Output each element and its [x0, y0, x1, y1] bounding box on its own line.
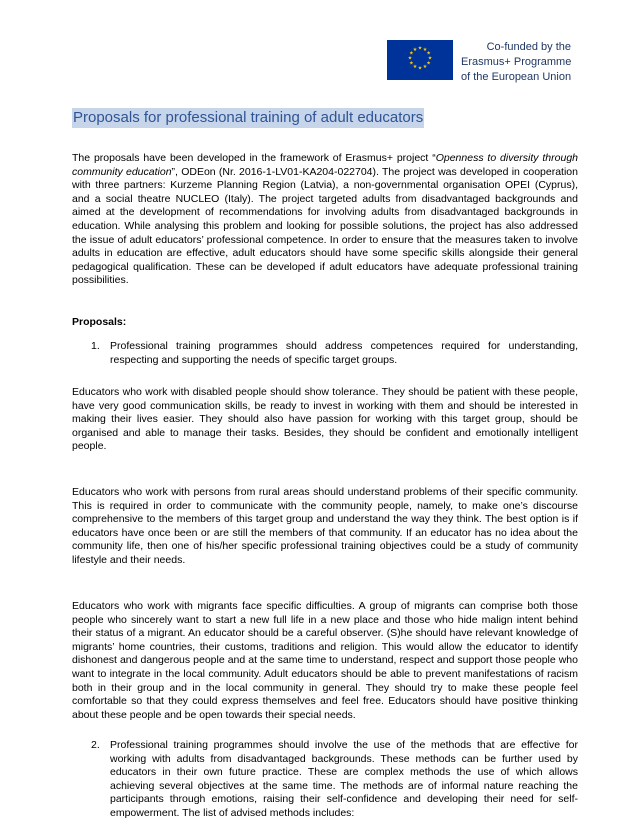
proposals-heading: Proposals:: [72, 316, 127, 328]
eu-flag-logo: [387, 40, 453, 80]
paragraph-disabled: Educators who work with disabled people should show tolerance. They should be patient with these people, have very good communication skills, be ready to invest in working with them and should be interested in making their lives easier. They should also have passion for working with this target group, should be organised and able to manage their tasks. Besides, they should be confident and emotionally intelligent people.: [72, 386, 578, 453]
paragraph-migrants: Educators who work with migrants face specific difficulties. A group of migrants can comprise both those people who sincerely want to start a new full life in a new place and those who hide malign intent behind their status of a migrant. An educator should be a careful observer. (S)he should have relevant knowledge of migrants’ home countries, their customs, traditions and religion. This would allow the educator to identify dishonest and dangerous people and at the same time to understand, respect and support those people who want to integrate in the local community. Adult educators should be able to prevent manifestations of racism both in their group and in the local community in general. They should try to make these people feel comfortable so that they could express themselves and feel free. Educators should have positive thinking about these people and be open towards their special needs.: [72, 600, 578, 721]
intro-text-1: The proposals have been developed in the framework of Erasmus+ project “: [72, 152, 436, 164]
list-number-1: 1.: [91, 340, 100, 352]
svg-text:★: ★: [427, 55, 433, 62]
svg-text:★: ★: [417, 45, 423, 52]
svg-text:★: ★: [412, 64, 418, 71]
eu-funding-text: [461, 40, 571, 85]
svg-text:★: ★: [422, 64, 428, 71]
list-item-2: Professional training programmes should involve the use of the methods that are effective for working with adults from disadvantaged backgrounds. These methods can be further used by educators in their own future practice. These are complex methods the use of which allows achieving several objectives at the same time. The methods are of informal nature reaching the participants through emotions, raising their self-confidence and developing their need for self-empowerment. The list of advised methods includes:: [110, 739, 578, 819]
eu-text-line-1: Co-funded by the: [486, 41, 571, 53]
svg-text:★: ★: [426, 60, 431, 67]
list-item-1: Professional training programmes should address competences required for understanding, respecting and supporting the needs of specific target groups.: [110, 340, 578, 366]
document-title: Proposals for professional training of adult educators: [73, 109, 424, 126]
eu-text-line-3: of the European Union: [461, 71, 572, 83]
svg-text:★: ★: [417, 65, 423, 72]
svg-text:★: ★: [409, 60, 414, 67]
svg-text:★: ★: [426, 50, 431, 57]
list-number-2: 2.: [91, 739, 100, 751]
svg-text:★: ★: [412, 46, 418, 53]
svg-text:★: ★: [422, 46, 428, 53]
eu-text-line-2: Erasmus+ Programme: [461, 56, 572, 68]
project-name: Openness to diversity through community education: [72, 152, 579, 178]
svg-text:★: ★: [407, 55, 413, 62]
eu-stars-icon: [387, 40, 453, 80]
intro-text-2: ”, ODEon (Nr. 2016-1-LV01-KA204-022704). The project was developed in cooperation with three partners: Kurzeme Planning Region (Latvia), a non-governmental organisation OPEI (Cyprus), and a social theatre NUCLEO (Italy). The project targeted adults from disadvantaged backgrounds and aimed at the development of recommendations for involving adults from disadvantaged backgrounds in education. While analysing this problem and looking for possible solutions, the project has also addressed the issue of adult educators’ professional competence. In order to ensure that the measures taken to involve adults in education are effective, adult educators should have some specific skills alongside their general pedagogical qualification. These can be developed if adult educators have adequate professional training possibilities.: [72, 165, 578, 287]
paragraph-rural: Educators who work with persons from rural areas should understand problems of their specific community. This is required in order to communicate with the community people, namely, to make one’s discourse comprehensive to the members of this target group and understand the way they think. The best option is if educators have once been or are still the members of that community. If an educator has no idea about the community life, then one of his/her specific professional training objectives could be a study of community lifestyle and their needs.: [72, 486, 578, 566]
svg-text:★: ★: [409, 50, 414, 57]
intro-paragraph: [72, 152, 578, 288]
